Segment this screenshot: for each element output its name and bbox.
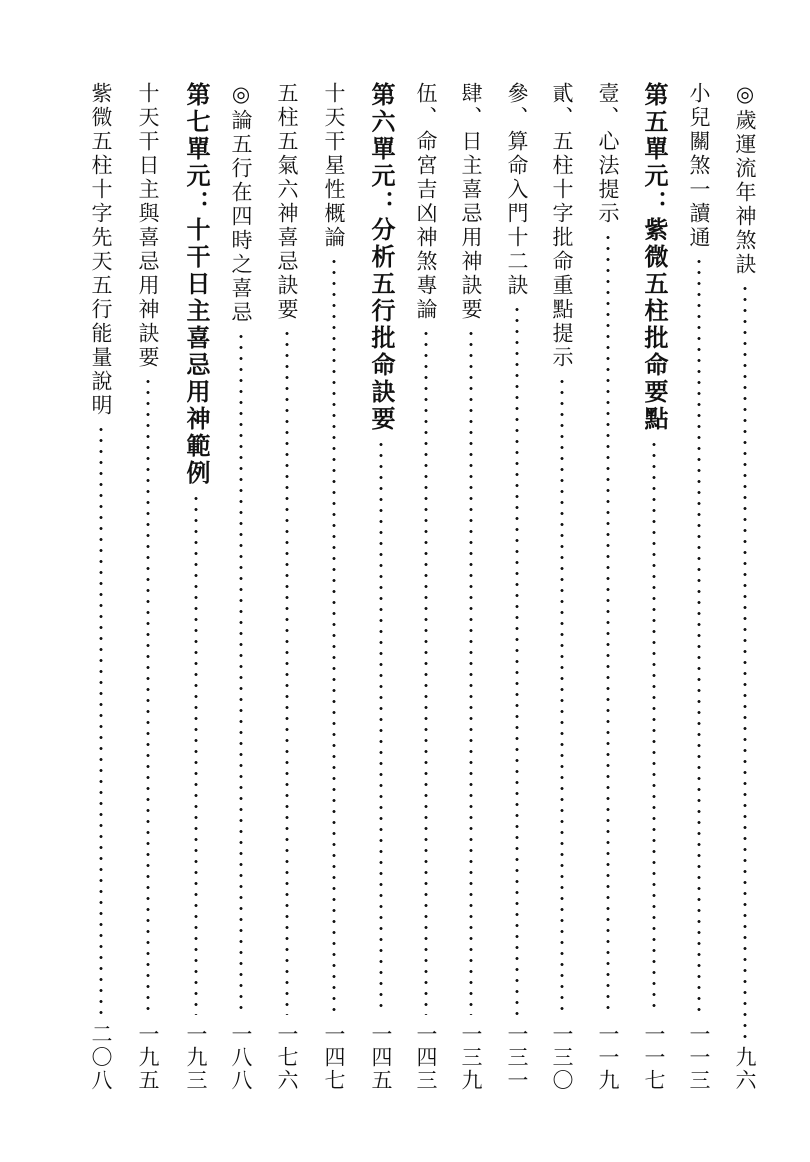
toc-section-heading — [176, 82, 216, 1092]
toc-entry-page: 一四七 — [322, 1023, 346, 1092]
toc-entry-page: 一四五 — [369, 1023, 393, 1092]
dot-leader — [194, 493, 198, 1015]
toc-entry — [314, 82, 354, 1092]
toc-entry-title: 肆、日主喜忌用神訣要 — [459, 82, 483, 322]
toc-section-heading — [634, 82, 674, 1092]
dot-leader — [606, 232, 610, 1015]
toc-entry — [406, 82, 446, 1092]
dot-leader — [99, 424, 103, 1015]
toc-entry-page: 一一七 — [642, 1023, 666, 1092]
toc-entry-page: 一四三 — [414, 1023, 438, 1092]
dot-leader — [697, 256, 701, 1015]
toc-entry-title: 貳、五柱十字批命重點提示 — [550, 82, 574, 370]
toc-entry-title: 壹、心法提示 — [596, 82, 620, 226]
toc-entry-page: 一三〇 — [550, 1023, 574, 1092]
toc-entry — [679, 82, 719, 1092]
dot-leader — [146, 376, 150, 1015]
toc-entry-title: 第五單元：紫微五柱批命要點 — [640, 82, 668, 433]
toc-entry-title: ◎歲運流年神煞訣 — [733, 82, 757, 277]
dot-leader — [285, 328, 289, 1015]
toc-entry-title: 十天干星性概論 — [322, 82, 346, 250]
dot-leader — [332, 256, 336, 1015]
toc-entry-title: 紫微五柱十字先天五行能量說明 — [89, 82, 113, 418]
toc-entry-page: 一七六 — [275, 1023, 299, 1092]
toc-entry-title: 十天干日主與喜忌用神訣要 — [136, 82, 160, 370]
toc-entry-page: 九六 — [733, 1046, 757, 1092]
dot-leader — [560, 376, 564, 1015]
toc-entry-page: 一一三 — [687, 1023, 711, 1092]
dot-leader — [515, 304, 519, 1015]
toc-entry-title: 第七單元：十干日主喜忌用神範例 — [182, 82, 210, 487]
toc-entry-page: 一三九 — [459, 1023, 483, 1092]
dot-leader — [239, 331, 243, 1015]
toc-entry — [725, 82, 765, 1092]
dot-leader — [424, 328, 428, 1015]
toc-section-heading — [361, 82, 401, 1092]
toc-entry-page: 一三一 — [505, 1023, 529, 1092]
toc-entry-title: 小兒關煞一讀通 — [687, 82, 711, 250]
toc-entry-title: 五柱五氣六神喜忌訣要 — [275, 82, 299, 322]
toc-entry-page: 二〇八 — [89, 1023, 113, 1092]
toc-entry — [81, 82, 121, 1092]
toc-entry — [267, 82, 307, 1092]
toc-entry — [497, 82, 537, 1092]
dot-leader — [652, 439, 656, 1015]
toc-entry-title: 第六單元：分析五行批命訣要 — [367, 82, 395, 433]
toc-entry — [588, 82, 628, 1092]
toc-entry — [221, 82, 261, 1092]
toc-entry-title: ◎論五行在四時之喜忌 — [229, 82, 253, 325]
dot-leader — [743, 283, 747, 1038]
toc-entry-page: 一九五 — [136, 1023, 160, 1092]
toc-entry-page: 一九三 — [184, 1023, 208, 1092]
dot-leader — [469, 328, 473, 1015]
toc-entry-title: 伍、命宮吉凶神煞專論 — [414, 82, 438, 322]
toc-entry — [451, 82, 491, 1092]
toc-entry-title: 參、算命入門十二訣 — [505, 82, 529, 298]
toc-entry — [128, 82, 168, 1092]
toc-entry-page: 一一九 — [596, 1023, 620, 1092]
toc-entry-page: 一八八 — [229, 1023, 253, 1092]
toc-entry — [542, 82, 582, 1092]
dot-leader — [379, 439, 383, 1015]
